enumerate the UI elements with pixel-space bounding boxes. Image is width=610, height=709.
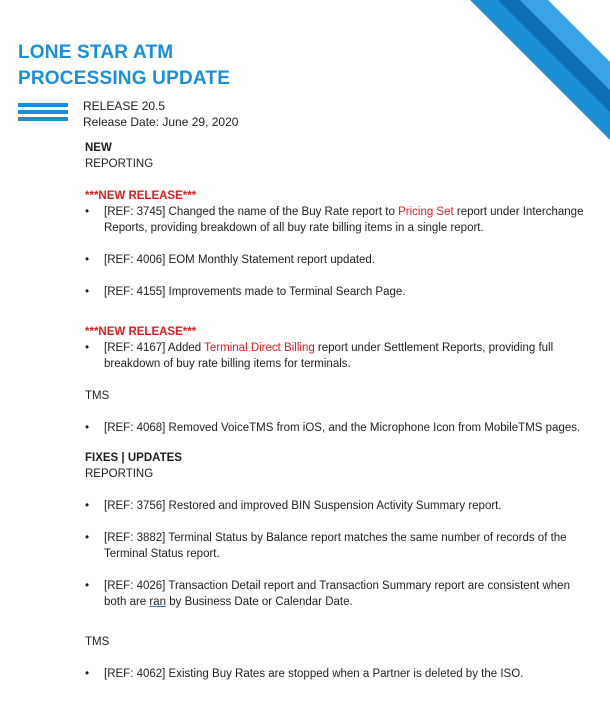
bullet: • [85,532,90,544]
menu-stripes-icon [18,103,68,125]
bullet: • [85,342,90,354]
item-text: [REF: 4006] EOM Monthly Statement report updated. [104,254,376,266]
list-item-4026 [85,578,585,610]
section-fixes-heading: FIXES | UPDATES [85,452,182,464]
corner-decoration [470,0,610,140]
ran-underlined-word: ran [149,596,167,608]
bullet: • [85,500,90,512]
item-text: [REF: 4068] Removed VoiceTMS from iOS, and the Microphone Icon from MobileTMS pages. [104,422,581,434]
new-release-tag: ***NEW RELEASE*** [85,190,197,202]
list-item-4167 [85,340,585,372]
bullet: • [85,206,90,218]
list-item-3745 [85,204,585,236]
title-line-2: PROCESSING UPDATE [18,68,231,89]
section-new-heading: NEW [85,142,112,154]
bullet: • [85,254,90,266]
release-date: Release Date: June 29, 2020 [83,115,239,129]
list-item-4006 [85,252,585,268]
release-number: RELEASE 20.5 [83,99,166,113]
bullet: • [85,668,90,680]
list-item-3882 [85,530,585,562]
bullet: • [85,286,90,298]
item-text: [REF: 3882] Terminal Status by Balance report matches the same number of records of the Terminal Status report. [104,532,567,560]
item-text: [REF: 4155] Improvements made to Terminal Search Page. [104,286,406,298]
document-body [85,140,585,682]
title-line-1: LONE STAR ATM [18,42,174,63]
document-title [18,40,230,92]
list-item-4062 [85,666,585,682]
new-tms-label: TMS [85,390,110,402]
release-info [83,98,238,130]
terminal-direct-billing-highlight: Terminal Direct Billing [204,342,315,354]
item-text: [REF: 4167] Added [104,342,205,354]
item-text: [REF: 3756] Restored and improved BIN Suspension Activity Summary report. [104,500,502,512]
bullet: • [85,580,90,592]
item-text: [REF: 3745] Changed the name of the Buy Rate report to [104,206,399,218]
list-item-4068 [85,420,585,436]
list-item-3756 [85,498,585,514]
item-text: [REF: 4026] Transaction Detail report and Transaction Summary report are consistent when both are [104,580,570,608]
item-text: [REF: 4062] Existing Buy Rates are stopped when a Partner is deleted by the ISO. [104,668,524,680]
item-text: report under Interchange Reports, providing breakdown of all buy rate billing items in a single report. [104,206,584,234]
item-text: report under Settlement Reports, providing full breakdown of buy rate billing items for terminals. [104,342,554,370]
new-reporting-label: REPORTING [85,158,154,170]
new-release-tag: ***NEW RELEASE*** [85,326,197,338]
item-text: by Business Date or Calendar Date. [166,596,353,608]
fixes-reporting-label: REPORTING [85,468,154,480]
bullet: • [85,422,90,434]
list-item-4155 [85,284,585,300]
fixes-tms-label: TMS [85,636,110,648]
pricing-set-highlight: Pricing Set [398,206,454,218]
